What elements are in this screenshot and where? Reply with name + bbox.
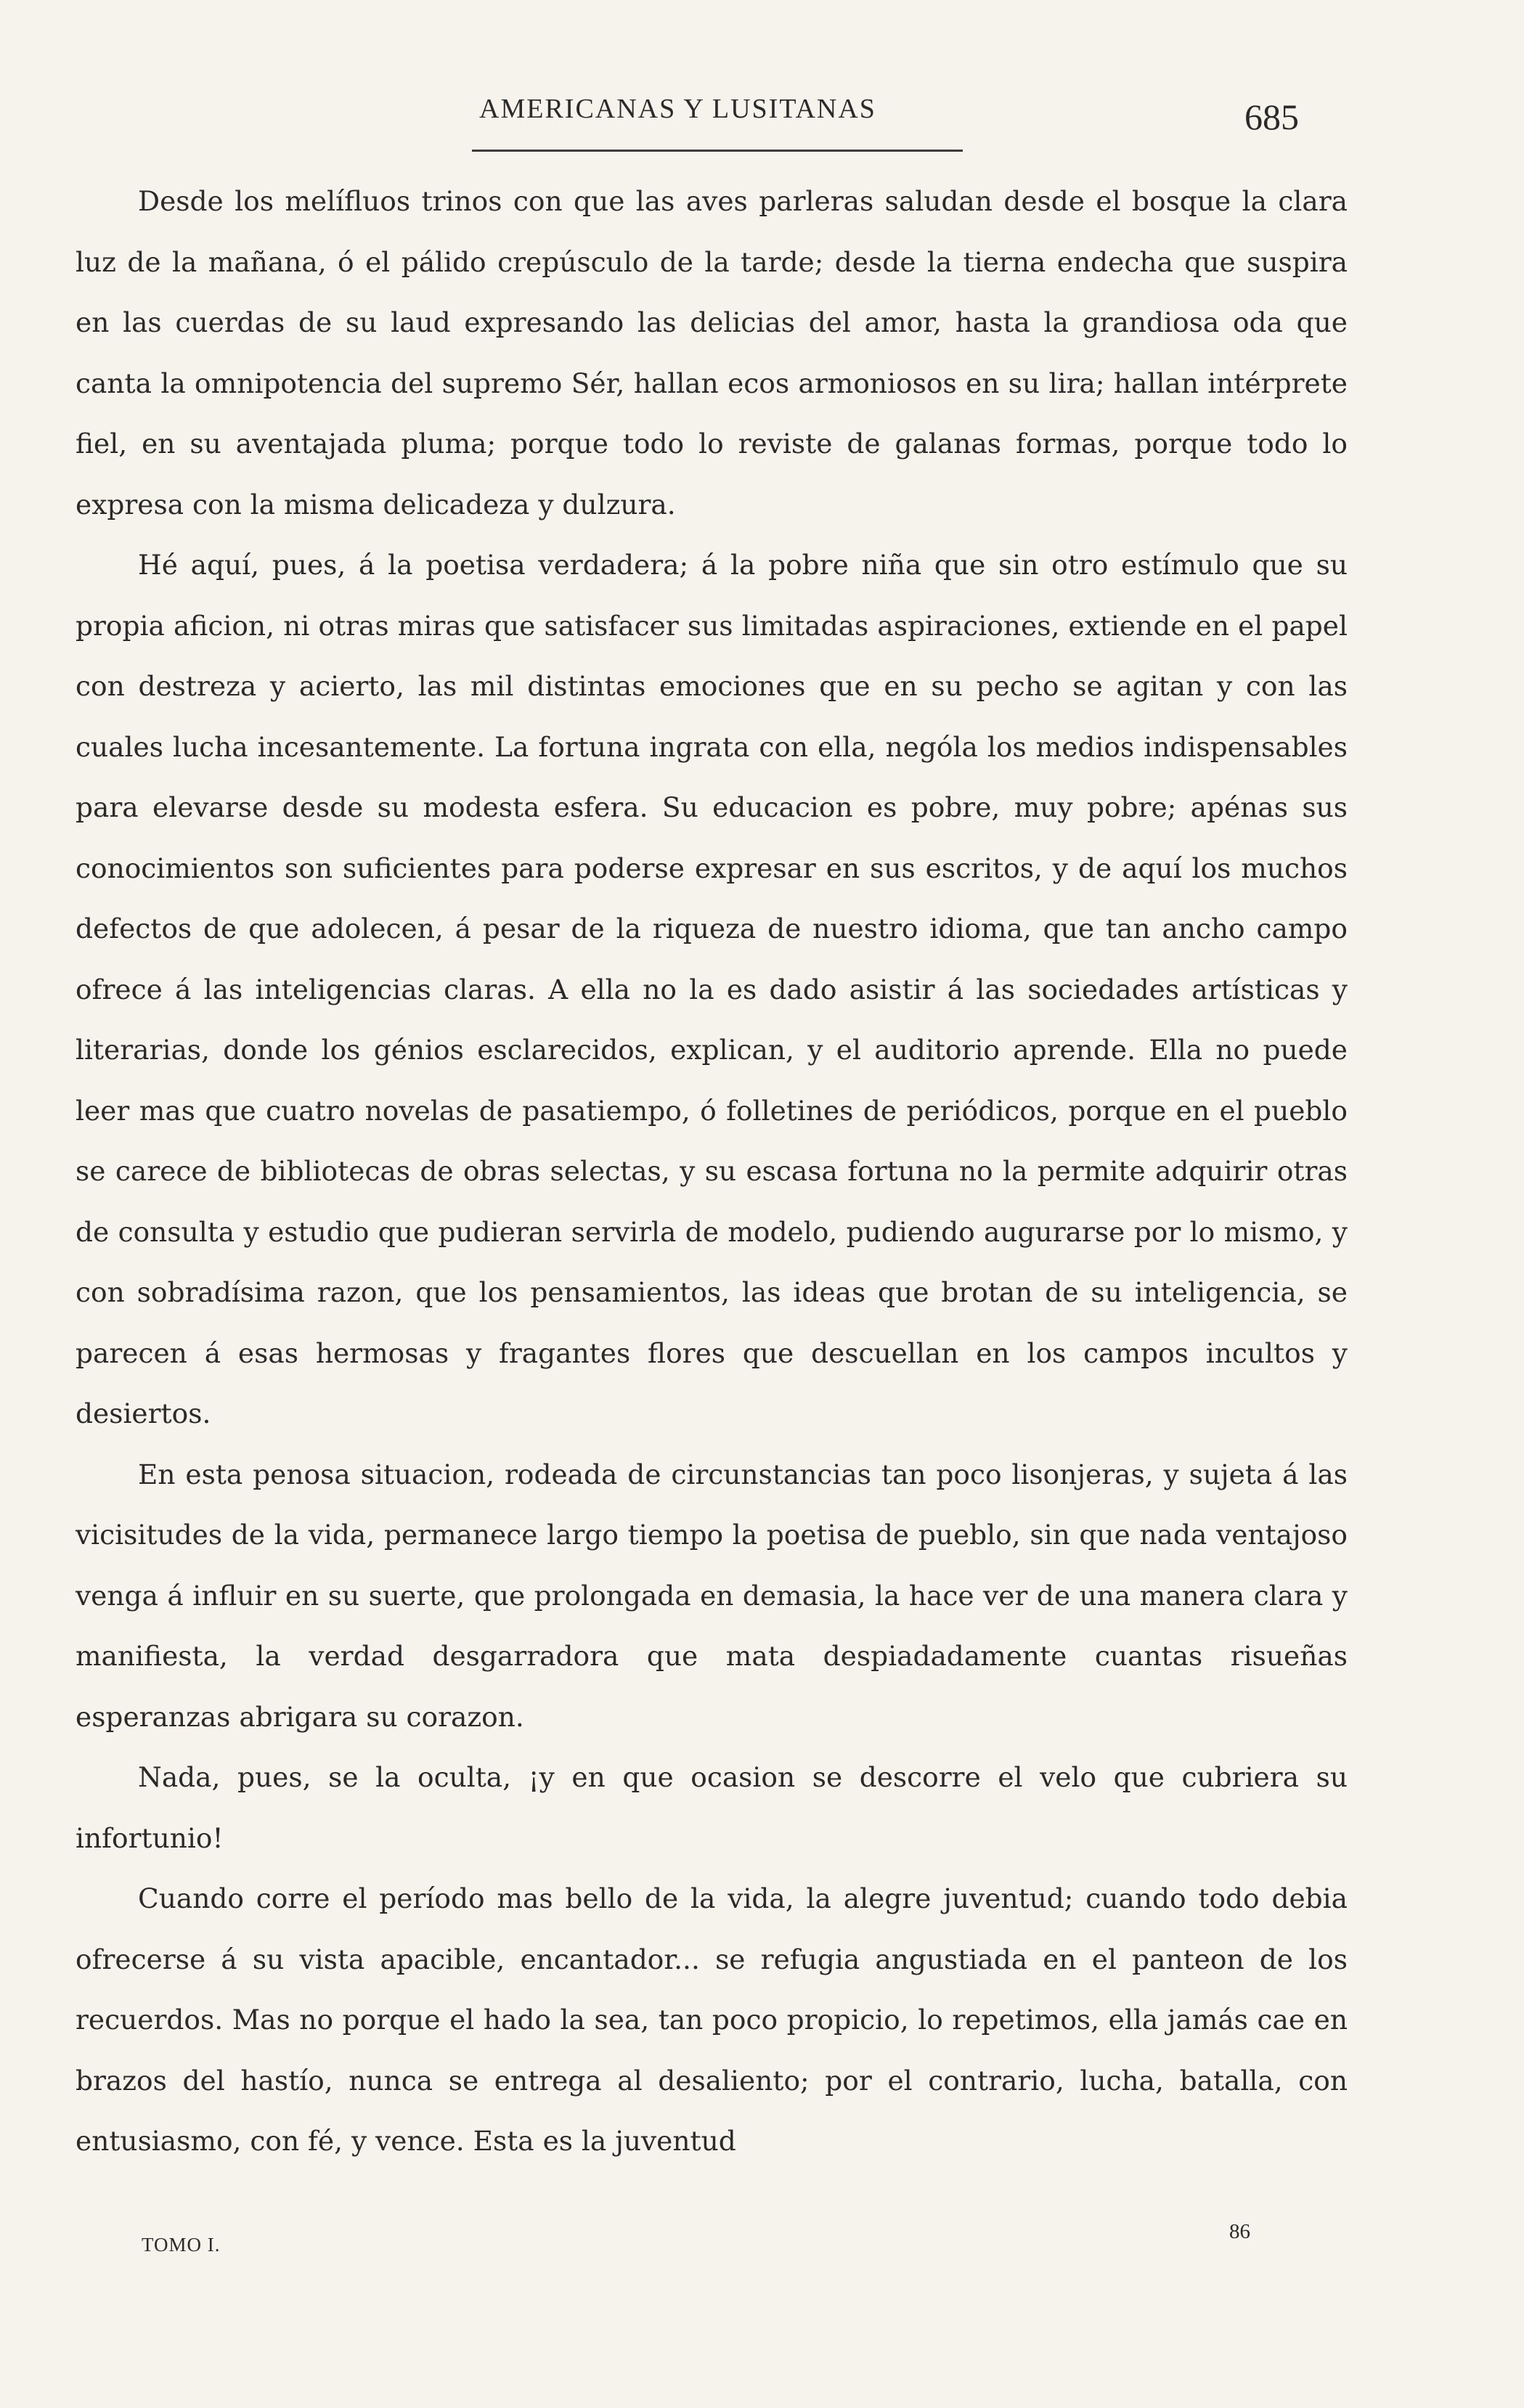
page-number: 685 [1244,97,1299,137]
header-rule [472,150,963,152]
sheet-number: 86 [1229,2220,1250,2243]
paragraph: Hé aquí, pues, á la poetisa verdadera; á la pobre niña que sin otro estímulo que su propia aficion, ni otras miras que satisfacer sus limitadas aspiraciones, extiende en el papel con destreza y acierto, las mil distintas emociones que en su pecho se agitan y con las cuales lucha incesantemente. La fortuna ingrata con ella, nególa los medios indispensables para elevarse desde su modesta esfera. Su educacion es pobre, muy pobre; apénas sus conocimientos son suficientes para poderse expresar en sus escritos, y de aquí los muchos defectos de que adolecen, á pesar de la riqueza de nuestro idioma, que tan ancho campo ofrece á las inteligencias claras. A ella no la es dado asistir á las sociedades artísticas y literarias, donde los génios esclarecidos, explican, y el auditorio aprende. Ella no puede leer mas que cuatro novelas de pasatiempo, ó folletines de periódicos, porque en el pueblo se carece de bibliotecas de obras selectas, y su escasa fortuna no la permite adquirir otras de consulta y estudio que pudieran servirla de modelo, pudiendo augurarse por lo mismo, y con sobradísima razon, que los pensamientos, las ideas que brotan de su inteligencia, se parecen á esas hermosas y fragantes flores que descuellan en los campos incultos y desiertos. [76,549,1348,1429]
paragraph: En esta penosa situacion, rodeada de circunstancias tan poco lisonjeras, y sujeta á las vicisitudes de la vida, permanece largo tiempo la poetisa de pueblo, sin que nada ventajoso venga á influir en su suerte, que prolongada en demasia, la hace ver de una manera clara y manifiesta, la verdad desgarradora que mata despiadadamente cuantas risueñas esperanzas abrigara su corazon. [76,1458,1348,1733]
paragraph: Desde los melífluos trinos con que las aves parleras saludan desde el bosque la clara luz de la mañana, ó el pálido crepúsculo de la tarde; desde la tierna endecha que suspira en las cuerdas de su laud expresando las delicias del amor, hasta la grandiosa oda que canta la omnipotencia del supremo Sér, hallan ecos armoniosos en su lira; hallan intérprete fiel, en su aventajada pluma; porque todo lo reviste de galanas formas, porque todo lo expresa con la misma delicadeza y dulzura. [76,185,1348,521]
body-text [76,171,1348,2172]
signature-mark: TOMO I. [142,2234,221,2256]
paragraph: Nada, pues, se la oculta, ¡y en que ocasion se descorre el velo que cubriera su infortunio! [76,1761,1348,1854]
paragraph: Cuando corre el período mas bello de la vida, la alegre juventud; cuando todo debia ofrecerse á su vista apacible, encantador... se refugia angustiada en el panteon de los recuerdos. Mas no porque el hado la sea, tan poco propicio, lo repetimos, ella jamás cae en brazos del hastío, nunca se entrega al desaliento; por el contrario, lucha, batalla, con entusiasmo, con fé, y vence. Esta es la juventud [76,1882,1348,2157]
running-head: AMERICANAS Y LUSITANAS [479,94,876,124]
